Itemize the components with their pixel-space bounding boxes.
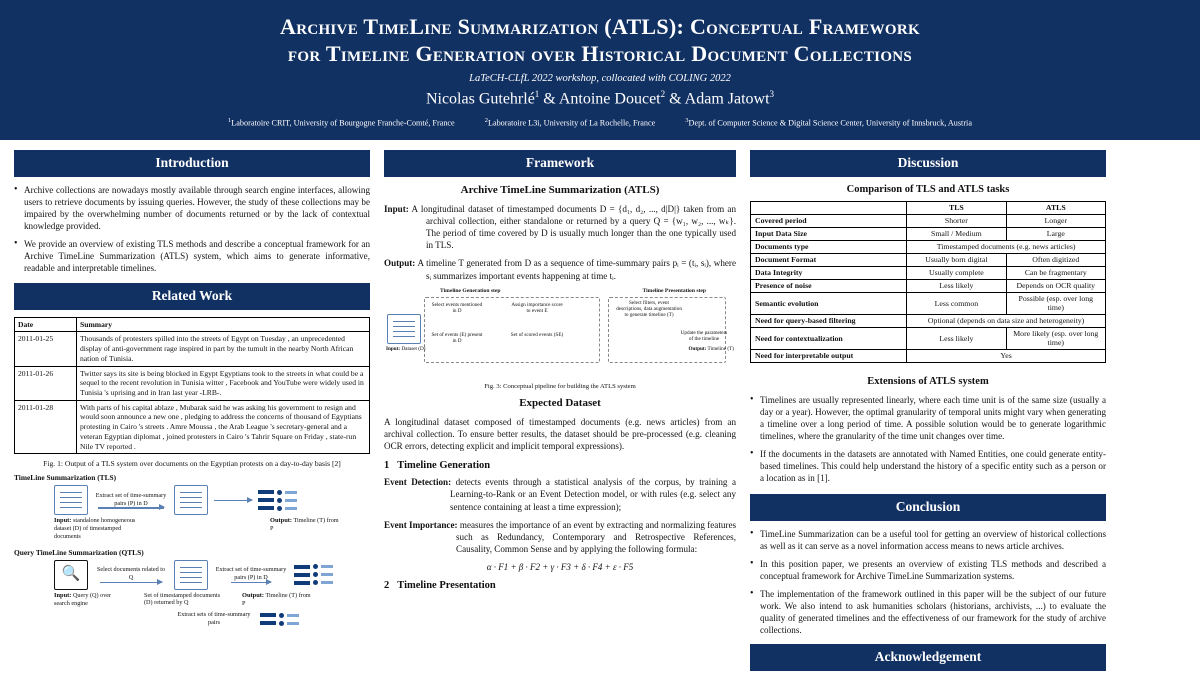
cell-atls: Often digitized — [1006, 253, 1105, 266]
event-detection-paragraph: Event Detection: detects events through a statistical analysis of the corpus, by training a Learning-to-Rank or an Event Detection model, or with rules (e.g. select any sentence containing at least a time expression); — [384, 477, 736, 512]
pipeline-node-assign-importance: Assign importance score to event E — [511, 301, 563, 314]
tls-diagram-label: TimeLine Summarization (TLS) — [14, 473, 117, 483]
timeline-output-icon — [294, 564, 333, 585]
cell-label: Input Data Size — [751, 227, 907, 240]
table-header-row — [751, 201, 1106, 214]
table-row — [751, 227, 1106, 240]
author-sup-2: 2 — [660, 88, 666, 99]
cell-label: Presence of noise — [751, 279, 907, 292]
pipeline-step-labels: Timeline Generation step Timeline Presentation step — [440, 287, 706, 294]
extensions-bullets — [750, 394, 1106, 484]
affiliation-2: $^2$Laboratoire L3i, University of La Rochelle, France — [484, 116, 656, 128]
list-item: • We provide an overview of existing TLS methods and describe a conceptual framework for an Archive TimeLine Summarization (ATLS) system, which aims to generate informative, readable and interpretable timelines. — [14, 238, 370, 274]
arrow-icon — [98, 507, 164, 508]
qtls-arrow-note: Extract set of time-summary pairs (P) in D — [215, 566, 287, 581]
cell-span: Optional (depends on data size and heterogeneity) — [907, 314, 1106, 327]
table-row — [751, 253, 1106, 266]
pipeline-node-update-params: Update the parameters of the timeline — [680, 329, 728, 342]
event-importance-paragraph: Event Importance: measures the importance of an event by extracting and normalizing features such as Redundancy, Contemporary and Retrospective References, Causality, Common Sense and by applying the following formula: — [384, 519, 737, 555]
cell-atls: Large — [1006, 227, 1105, 240]
introduction-bullets — [14, 184, 370, 274]
cell-tls: Shorter — [907, 214, 1006, 227]
related-work-table — [14, 317, 370, 455]
affiliation-list — [20, 117, 1180, 128]
arrow-icon — [100, 582, 162, 583]
column-right — [750, 150, 1106, 678]
tls-input-note: Input: standalone homogeneous dataset (D) of timestamped documents — [54, 517, 136, 540]
list-item: • If the documents in the datasets are annotated with Named Entities, one could generate entity-based timelines. This could help understand the history of a specific entity such as a person or a location as in [1]. — [750, 448, 1106, 484]
cell-summary: With parts of his capital ablaze , Mubarak said he was asking his government to resign and would soon announce a new one , pledging to address the concerns of thousand of Egyptians protesting in Cairo 's streets . Amre Moussa , the Arab League 's secretary-general and a veteran Egyptian diplomat , joined protesters in Cairo 's Tahrir Square on Friday , state-run Nile TV reported . — [77, 400, 370, 454]
venue-line: LaTeCH-CLfL 2022 workshop, collocated with COLING 2022 — [469, 72, 731, 84]
expected-dataset-text: A longitudinal dataset composed of timestamped documents (e.g. news articles) from an archival collection. To ensure better results, the dataset should be pre-processed (e.g. cleaning OCR errors, detecting explicit and implicit temporal expressions). — [384, 416, 736, 452]
cell-atls: Depends on OCR quality — [1006, 279, 1105, 292]
column-left — [14, 150, 370, 678]
pipeline-node-select-filters: Select filters, event descriptions, data augmentation to generate timeline (T) — [616, 299, 682, 319]
cell-date: 2011-01-28 — [15, 400, 77, 454]
extensions-heading: Extensions of ATLS system — [867, 375, 989, 387]
document-stack-icon — [174, 560, 208, 590]
affiliation-1: $^1$Laboratoire CRIT, University of Bourgogne Franche-Comté, France — [228, 116, 455, 128]
pipeline-node-scored-events: Set of scored events (SE) — [510, 331, 564, 338]
list-item: • In this position paper, we presents an overview of existing TLS methods and described a conceptual framework for Archive TimeLine Summarization systems. — [750, 558, 1106, 582]
pipeline-node-select-events: Select events mentioned in D — [431, 301, 483, 314]
list-item: • The implementation of the framework outlined in this paper will be the subject of our future work. We also intend to ask humanities scholars (historians, archivists, ...) to evaluate the quality of generated timelines and the effectiveness of our framework for the study of archive collections. — [750, 588, 1106, 636]
arrow-icon — [231, 582, 271, 583]
timeline-presentation-heading: 2 Timeline Presentation — [384, 580, 496, 592]
arrow-icon — [214, 500, 252, 501]
list-item: • Archive collections are nowadays mostly available through search engine interfaces, allowing users to retrieve documents by issuing queries. However, the study of these collections may be impaired by the overwhelming number of documents returned or by the lack of contextual knowledge provided. — [14, 184, 370, 232]
timeline-generation-heading: 1 Timeline Generation — [384, 460, 491, 472]
importance-formula: α · F1 + β · F2 + γ · F3 + δ · F4 + ε · F5 — [486, 562, 634, 573]
comparison-table — [750, 201, 1106, 363]
cell-tls: Usually complete — [907, 266, 1006, 279]
cell-date: 2011-01-25 — [15, 332, 77, 366]
cell-span: Timestamped documents (e.g. news articles) — [907, 240, 1106, 253]
table-row — [751, 292, 1106, 314]
cell-atls: Possible (esp. over long time) — [1006, 292, 1105, 314]
section-discussion-header: Discussion — [750, 150, 1106, 177]
cell-label: Need for contextualization — [751, 327, 907, 349]
tls-output-note: Output: Timeline (T) from P — [270, 517, 339, 533]
col-date: Date — [15, 317, 77, 332]
timeline-output-icon-2 — [260, 613, 299, 626]
page-title: Archive TimeLine Summarization (ATLS): Conceptual Framework for Timeline Generation over Historical Document Collections — [280, 14, 920, 66]
pipeline-input-label: Input: Dataset (D) — [386, 345, 426, 352]
cell-label: Documents type — [751, 240, 907, 253]
expected-dataset-heading: Expected Dataset — [519, 396, 601, 409]
pipeline-output-label: Output: Timeline (T) — [688, 345, 734, 352]
author-sup-3: 3 — [769, 88, 775, 99]
cell-atls: More likely (esp. over long time) — [1006, 327, 1105, 349]
cell-tls: Small / Medium — [907, 227, 1006, 240]
col-feature — [751, 201, 907, 214]
table-row — [751, 279, 1106, 292]
qtls-mid-note: Set of timestamped documents (D) returned by Q — [144, 591, 221, 607]
cell-atls: Can be fragmentary — [1006, 266, 1105, 279]
qtls-output-note: Output: Timeline (T) from P — [242, 591, 311, 607]
author-sup-1: 1 — [534, 88, 540, 99]
cell-label: Need for query-based filtering — [751, 314, 907, 327]
search-icon: 🔍 — [54, 560, 88, 590]
list-item: • Timelines are usually represented linearly, where each time unit is of the same size (usually a day or a year). However, the optimal granularity of temporal units might vary when generating a timeline over a long period of time. A possible solution would be to generate logarithmic timelines, where the granularity of the time unit changes over time. — [750, 394, 1106, 442]
cell-atls: Longer — [1006, 214, 1105, 227]
list-item: • TimeLine Summarization can be a useful tool for getting an overview of historical collections as well as it can serve as a novel information access means to news article archives. — [750, 528, 1106, 552]
table-row — [751, 240, 1106, 253]
poster-columns — [0, 140, 1200, 678]
section-acknowledgement-header: Acknowledgement — [750, 644, 1106, 671]
qtls-diagram-label: Query TimeLine Summarization (QTLS) — [14, 547, 144, 557]
cell-tls: Less likely — [907, 327, 1006, 349]
tls-arrow-note: Extract set of time-summary pairs (P) in D — [95, 491, 167, 507]
cell-tls: Less likely — [907, 279, 1006, 292]
cell-label: Need for interpretable output — [751, 349, 907, 362]
table-row — [751, 266, 1106, 279]
col-summary: Summary — [77, 317, 370, 332]
atls-subheading: Archive TimeLine Summarization (ATLS) — [460, 183, 660, 196]
cell-tls: Usually born digital — [907, 253, 1006, 266]
dataset-icon — [387, 314, 421, 344]
cell-span: Yes — [907, 349, 1106, 362]
table-row — [751, 327, 1106, 349]
document-stack-icon — [54, 485, 88, 515]
pairs-box-icon — [174, 485, 208, 515]
table-row — [15, 332, 370, 366]
cell-label: Document Format — [751, 253, 907, 266]
cell-summary: Thousands of protesters spilled into the streets of Egypt on Tuesday , an unprecedented display of anti-government rage inspired in part by the tumult in the nearby North African nation of Tunisia. — [77, 332, 370, 366]
table-row — [15, 400, 370, 454]
section-conclusion-header: Conclusion — [750, 494, 1106, 521]
figure-qtls-diagram — [14, 549, 370, 627]
qtls-input-note: Input: Query (Q) over search engine — [54, 591, 112, 607]
affiliation-3: $^3$Dept. of Computer Science & Digital Science Center, University of Innsbruck, Austria — [685, 116, 972, 128]
section-introduction-header: Introduction — [14, 150, 370, 177]
table-header-row — [15, 317, 370, 332]
section-related-work-header: Related Work — [14, 283, 370, 310]
figure-tls-diagram — [14, 474, 370, 540]
col-tls: TLS — [907, 201, 1006, 214]
cell-label: Data Integrity — [751, 266, 907, 279]
pipeline-input — [384, 314, 424, 344]
cell-label: Covered period — [751, 214, 907, 227]
qtls-select-note: Select documents related to Q — [96, 566, 166, 581]
figure-3-pipeline — [384, 288, 736, 380]
figure-1-caption: Fig. 1: Output of a TLS system over documents on the Egyptian protests on a day-to-day basis [2] — [43, 459, 341, 469]
conclusion-bullets — [750, 528, 1106, 636]
col-atls: ATLS — [1006, 201, 1105, 214]
figure-3-caption: Fig. 3: Conceptual pipeline for building the ATLS system — [484, 382, 636, 390]
author-list: Nicolas Gutehrlé$^1$ & Antoine Doucet$^2$ & Adam Jatowt$^3$ — [425, 88, 775, 107]
atls-input-paragraph: Input: A longitudinal dataset of timestamped documents D = {d₁, d₂, ..., d|D|} taken from an archival collection, either standalone or returned by a query Q = {w₁, w₂, ..., wₖ}. The period of time covered by D is usually much longer than the one typically used in TLS. — [384, 203, 736, 251]
timeline-output-icon — [258, 490, 297, 511]
cell-tls: Less common — [907, 292, 1006, 314]
cell-summary: Twitter says its site is being blocked in Egypt Egyptians took to the streets in what could be a sequel to the recent revolution in Tunisia witter , Facebook and YouTube were widely used in Tunisia 's uprising and in Iran last year -LRB-. — [77, 366, 370, 400]
qtls-bottom-note: Extract sets of time-summary pairs — [177, 611, 251, 627]
table-row — [751, 214, 1106, 227]
cell-date: 2011-01-26 — [15, 366, 77, 400]
pipeline-node-events-set: Set of events (E) present in D — [431, 331, 483, 344]
table-row — [751, 314, 1106, 327]
poster-header — [0, 0, 1200, 140]
column-middle — [384, 150, 736, 678]
table-row — [751, 349, 1106, 362]
section-framework-header: Framework — [384, 150, 736, 177]
cell-label: Semantic evolution — [751, 292, 907, 314]
atls-output-paragraph: Output: A timeline T generated from D as a sequence of time-summary pairs pᵢ = (tᵢ, sᵢ), where sᵢ summarizes important events happening at time tᵢ. — [384, 258, 736, 281]
comparison-table-title: Comparison of TLS and ATLS tasks — [846, 183, 1010, 195]
table-row — [15, 366, 370, 400]
